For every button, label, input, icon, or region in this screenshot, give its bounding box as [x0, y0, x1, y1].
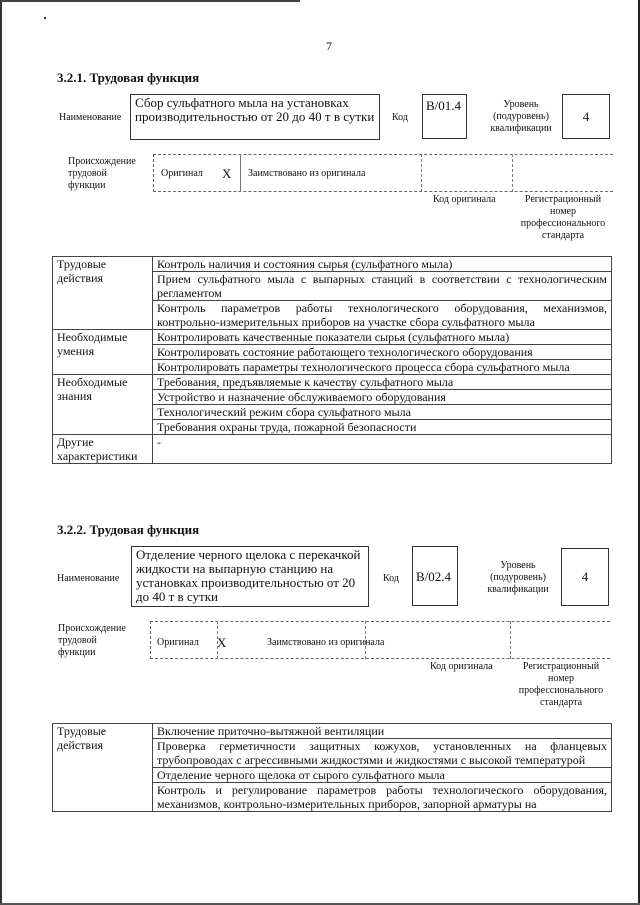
function-code-1: B/01.4 [422, 94, 467, 139]
origin-divider [421, 154, 422, 192]
table-row: Контроль параметров работы технологического оборудования, механизмов, контрольно-измерительных приборов на участке сбора сульфатного мыла [153, 301, 612, 330]
table-row: Прием сульфатного мыла с выпарных станций в соответствии с технологическим регламентом [153, 272, 612, 301]
level-value-1: 4 [562, 94, 610, 139]
origin-mark-2: X [217, 635, 227, 650]
origin-divider [510, 621, 511, 659]
function-table-2 [52, 723, 612, 812]
origin-mark-1: X [222, 166, 232, 181]
reg-number-label-2: Регистрационный номер профессионального стандарта [518, 661, 604, 708]
category-cell: Трудовые действия [53, 257, 153, 330]
code-label-1: Код [392, 112, 408, 123]
reg-number-label-1: Регистрационный номер профессионального стандарта [520, 194, 606, 241]
table-row: Требования охраны труда, пожарной безопасности [153, 420, 612, 435]
table-row: Проверка герметичности защитных кожухов, установленных на фланцевых трубопроводах с агрессивными жидкостями и жидкостями с высокой температурой [153, 739, 612, 768]
table-row: Контролировать качественные показатели сырья (сульфатного мыла) [153, 330, 612, 345]
table-row: Контролировать состояние работающего технологического оборудования [153, 345, 612, 360]
scan-edge-top [0, 0, 300, 2]
level-label-2: Уровень (подуровень) квалификации [487, 560, 549, 595]
page-number: 7 [326, 39, 332, 53]
origin-original-1: Оригинал [161, 168, 203, 179]
function-code-2: B/02.4 [412, 546, 458, 606]
table-row: Включение приточно-вытяжной вентиляции [153, 724, 612, 739]
function-table-1 [52, 256, 612, 464]
origin-label-2: Происхождение трудовой функции [58, 623, 126, 658]
function-title-1: 3.2.1. Трудовая функция [57, 70, 200, 85]
origin-borrowed-2: Заимствовано из оригинала [267, 637, 385, 648]
category-cell: Трудовые действия [53, 724, 153, 812]
origin-borrowed-1: Заимствовано из оригинала [248, 168, 366, 179]
table-row: Контролировать параметры технологического процесса сбора сульфатного мыла [153, 360, 612, 375]
level-value-2: 4 [561, 548, 609, 606]
name-label-2: Наименование [57, 573, 120, 584]
origin-label-1: Происхождение трудовой функции [68, 156, 136, 191]
scan-speck [44, 17, 46, 19]
table-row: Отделение черного щелока от сырого сульфатного мыла [153, 768, 612, 783]
origin-divider [512, 154, 513, 192]
origin-original-2: Оригинал [157, 637, 199, 648]
table-row: - [153, 435, 612, 464]
category-cell: Необходимые знания [53, 375, 153, 435]
scan-edge-left [0, 0, 2, 905]
code-original-label-2: Код оригинала [430, 661, 493, 672]
category-cell: Необходимые умения [53, 330, 153, 375]
category-cell: Другие характеристики [53, 435, 153, 464]
table-row: Технологический режим сбора сульфатного мыла [153, 405, 612, 420]
table-row: Контроль наличия и состояния сырья (сульфатного мыла) [153, 257, 612, 272]
table-row: Устройство и назначение обслуживаемого оборудования [153, 390, 612, 405]
function-name-2: Отделение черного щелока с перекачкой жидкости на выпарную станцию на установках производительностью от 20 до 40 т в сутки [131, 546, 369, 607]
code-original-label-1: Код оригинала [433, 194, 496, 205]
table-row: Контроль и регулирование параметров работы технологического оборудования, механизмов, контрольно-измерительных приборов, запорной арматуры на [153, 783, 612, 812]
function-name-1: Сбор сульфатного мыла на установках производительностью от 20 до 40 т в сутки [130, 94, 380, 140]
level-label-1: Уровень (подуровень) квалификации [490, 99, 552, 134]
table-row: Требования, предъявляемые к качеству сульфатного мыла [153, 375, 612, 390]
function-title-2: 3.2.2. Трудовая функция [57, 522, 200, 537]
code-label-2: Код [383, 573, 399, 584]
origin-divider [240, 154, 241, 192]
name-label-1: Наименование [59, 112, 122, 123]
